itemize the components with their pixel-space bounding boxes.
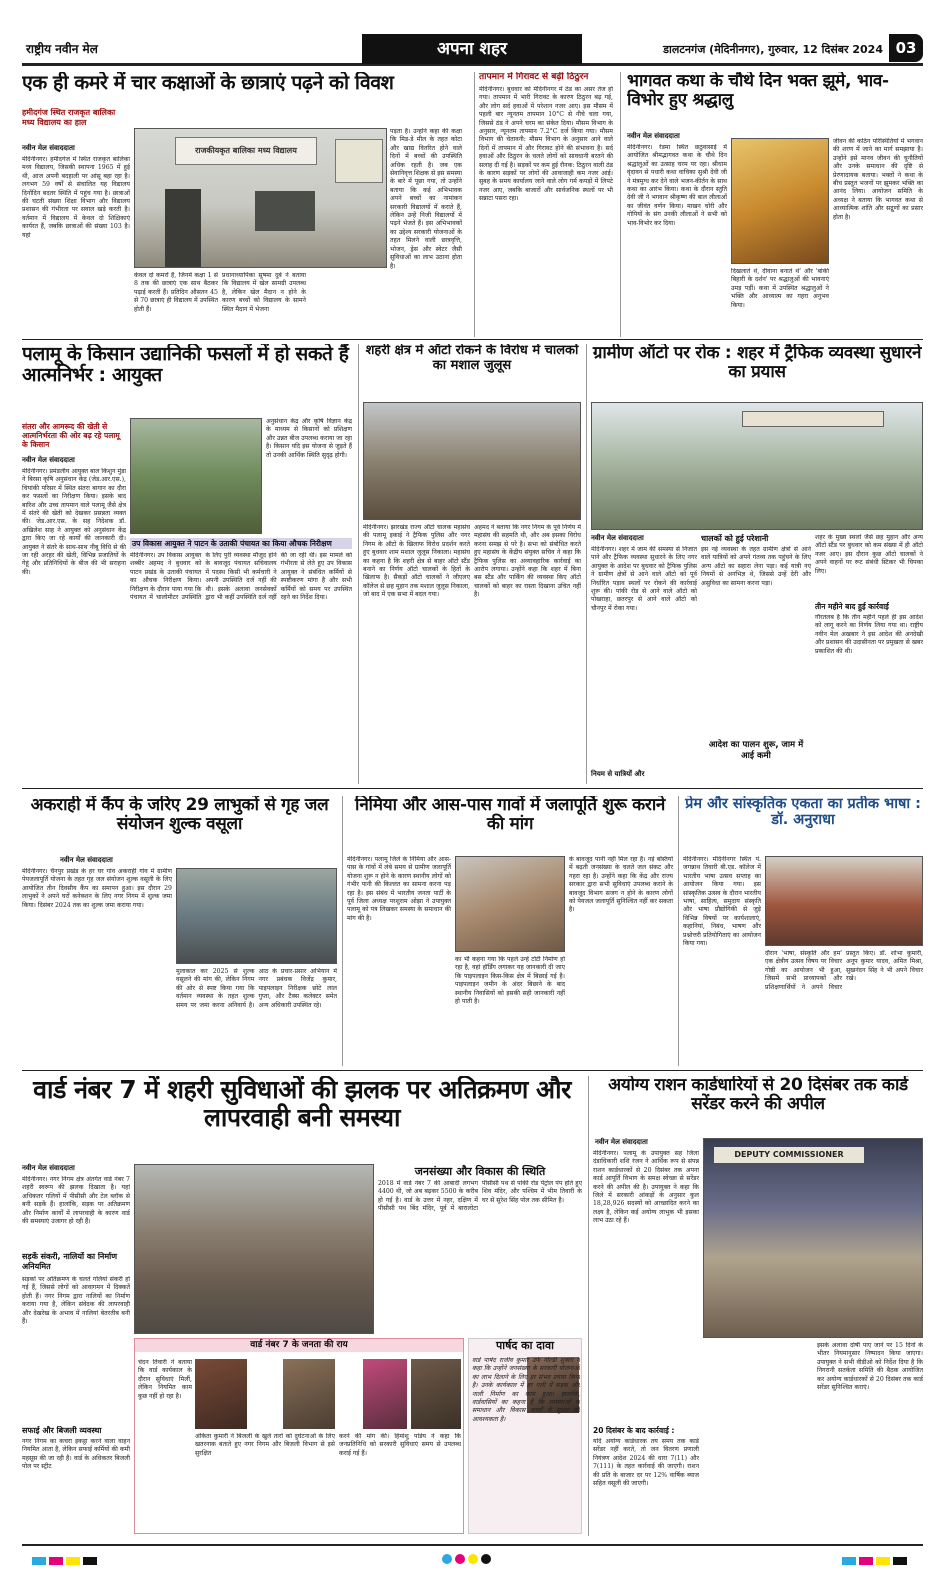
body-col-3: प्रधानाध्यापिका सुषमा दुबे ने बताया कि विद्यालय में खेल सामग्री उपलब्ध है, लेकिन खेल मैदान न होने के कारण बच्चों को विद्यालय के सामने स्थित मैदान में भेजना	[222, 272, 306, 313]
box-headline: उप विकास आयुक्त ने पाटन के उताकी पंचायत का किया औचक निरीक्षण	[130, 538, 352, 549]
opinion-portrait-4	[411, 1359, 461, 1429]
article-auto-protest	[358, 344, 580, 784]
article-ration-card	[588, 1076, 922, 1536]
body-col-2: का भी कहना गया कि पहले उन्हें टोंटी निर्माण हो रहा है, वहां हॉर्डिंग लगाकर यह जानकारी दी जाए कि पाइपलाइन किस-किस क्षेत्र में बिछाई गई है। पाइपलाइन जमीन के अंदर बिछाने के बाद स्थानीय निवासियों को इसकी सही जानकारी नहीं हो पाती है।	[455, 956, 565, 1006]
dateline: डालटनगंज (मेदिनीनगर), गुरुवार, 12 दिसंबर 2024	[663, 43, 883, 56]
body-col-2: दौरान 'भाषा, संस्कृति और हम' एक क्षेत्रीय उत्सव विषय पर विचार गोष्ठी का आयोजन भी हुआ, जिसमें सभी प्राध्यापकों और प्रशिक्षणार्थियों ने अपने विचार प्रस्तुत किए। डॉ. शोभा कुमारी, अनूप कुमार यादव, अमित मिश्रा, सुखनंदन सिंह ने भी अपने विचार रखे।	[765, 950, 923, 991]
councillor-claim-box	[468, 1338, 582, 1534]
opinion-portrait-2	[283, 1359, 335, 1429]
color-swatch	[442, 1554, 452, 1564]
box-body: मेदिनीनगर। उप विकास आयुक्त शब्बीर अहमद ने बुधवार को पाटन प्रखंड के उताकी पंचायत का औचक निरीक्षण किया। निरीक्षण के दौरान पाया गया कि पंचायत में चालोमीटर उपस्थिति के लिए पुरी व्यवस्था मौजूद होने के बावजूद पंचायत सचिवालय में पदस्थ किसी भी कर्मचारी ने अपनी उपस्थिति दर्ज नहीं की थी। इसके अलावा जनसेवकों द्वारा भी कहीं उपस्थिति दर्ज नहीं की जा रही थी। इस मामले को गंभीरता से लेते हुए उप विकास आयुक्त ने संबंधित कर्मियों से स्पष्टीकरण मांगा है और सभी कर्मियों को समय पर उपस्थित रहने का निर्देश दिया।	[130, 552, 352, 602]
headline: प्रेम और सांस्कृतिक एकता का प्रतीक भाषा : डॉ. अनुराधा	[685, 796, 921, 829]
byline: नवीन मेल संवाददाता	[22, 144, 75, 152]
subhead-drivers-trouble: चालकों को हुई परेशानी	[701, 534, 769, 543]
byline: नवीन मेल संवाददाता	[595, 1138, 648, 1146]
body-col-2b	[703, 1342, 813, 1534]
color-registration-left	[32, 1550, 102, 1558]
masthead	[22, 34, 923, 66]
color-swatch	[66, 1557, 80, 1565]
article-language-festival	[678, 796, 922, 1066]
body-col-3: जीवन की कठिन परिस्थितियों में भगवान की शरण में जाने का मार्ग समझाया है। उन्होंने इसे मानव जीवन की चुनौतियों और उनके समाधान की दृष्टि से प्रेरणादायक बताया। भक्तों ने कथा के बीच प्रस्तुत भजनों पर झूमकर भक्ति का आनंद लिया। आयोजन समिति के अध्यक्ष ने बताया कि भागवत कथा से आध्यात्मिक शांति और सद्गुणों का प्रसार होता है।	[833, 138, 923, 221]
article-akrahi-camp	[22, 796, 337, 1066]
subhead-cleaning: सफाई और बिजली व्यवस्था	[22, 1426, 102, 1435]
color-swatch	[481, 1554, 491, 1564]
color-registration-center	[442, 1549, 512, 1559]
katha-vachika-photo	[731, 138, 829, 264]
population-infobox	[378, 1164, 582, 1334]
caption-1: नियम से यात्रियों और	[591, 770, 645, 778]
section-banner	[362, 34, 582, 64]
page-number: 03	[889, 34, 923, 62]
byline: नवीन मेल संवाददाता	[22, 456, 75, 464]
section-title: अपना शहर	[437, 39, 507, 59]
body-col-2: मुलाकात कर 2025 से शुल्क वसूलने की मांग की, लेकिन निगम की ओर से स्पष्ट किया गया कि वर्तमान व्यवस्था के तहत शुल्क समय पर जमा करना अनिवार्य है। आठ के प्रचार-प्रसार अभियान में नगर प्रबंधक विजेंद्र कुमार, पाइपलाइन निरीक्षक छोटे लाल गुप्ता, और टैक्स कलेक्टर समेत अन्य अधिकारी उपस्थित रहे।	[176, 968, 337, 1009]
ward-street-photo	[134, 1164, 374, 1334]
body-col-2: अनुसंधान केंद्र और कृषि विज्ञान केंद्र के माध्यम से किसानों को प्रशिक्षण और उन्नत बीज उपलब्ध कराया जा रहा है। किसान यदि इस योजना से जुड़ते हैं तो उनकी आर्थिक स्थिति सुदृढ़ होगी।	[266, 418, 352, 459]
camp-photo	[176, 868, 337, 964]
school-sign: राजकीयकृत बालिका मध्य विद्यालय	[175, 137, 317, 165]
deputy-commissioner-photo	[703, 1138, 923, 1338]
headline: पलामू के किसान उद्यानिकी फसलों में हो सकते हैं आत्मनिर्भर : आयुक्त	[22, 344, 349, 387]
school-window	[255, 191, 315, 231]
color-swatch	[876, 1557, 890, 1565]
byline: नवीन मेल संवाददाता	[591, 534, 644, 542]
row-divider	[22, 788, 923, 789]
color-swatch	[455, 1554, 465, 1564]
article-rural-auto	[586, 344, 922, 784]
body-col-1: मेदिनीनगर। चैनपुर प्रखंड के हर घर गांव अकराही गांव में ग्रामीण पेयजलापूर्ति योजना के तहत गृह जल संयोजन शुल्क वसूली के लिए आयोजित तीन दिवसीय कैंप का समापन हुआ। इस दौरान 29 लाभुकों ने अपने घरों कनेक्शन के लिए नगर निगम में शुल्क जमा किया। दिसंबर 2024 तक का शुल्क जमा कराया गया।	[22, 868, 172, 909]
body: मेदिनीनगर। बुधवार को मेदिनीनगर में ठंड का असर तेज हो गया। तापमान में भारी गिरावट के कारण ठिठुरन बढ़ गई, और लोग सर्द हवाओं में परेशान नजर आए। इस मौसम में पहली बार न्यूनतम तापमान 10°C से नीचे चला गया, जिससे ठंड ने अपने चरम का संकेत दिया। मौसम विभाग के अनुसार, न्यूनतम तापमान 7.2°C दर्ज किया गया। मौसम विभाग की चेतावनी: मौसम विभाग के अनुसार आने वाले दिनों में तापमान में और गिरावट होने की संभावना है। सर्द हवाओं और ठिठुरन के चलते लोगों को सावधानी बरतने की सलाह दी गई है। सड़कों पर कम हुई रौनक: ठिठुरन वाली ठंड के कारण सड़कों पर लोगों की आवाजाही कम नजर आई। सुबह के समय कार्यालय जाने वाले लोग गर्म कपड़ों में लिपटे नजर आए, जबकि बाजारों और सार्वजनिक स्थलों पर भी सन्नाटा पसरा रहा।	[479, 86, 613, 203]
article-farmers	[22, 344, 352, 784]
headline: तापमान में गिरावट से बढ़ी ठिठुरन	[479, 72, 589, 82]
body-col-2: दिखलाते थे, दीवाना बनाते थे' और 'बांकी बिहारी के दर्शन' पर श्रद्धालुओं की भावनाएं उमड़ पड़ीं। कथा में उपस्थित श्रद्धालुओं ने भक्ति और आध्यात्म का गहरा अनुभव किया।	[731, 268, 829, 309]
byline: नवीन मेल संवाददाता	[627, 132, 680, 140]
caption-2: आदेश का पालन शुरू, जाम में आई कमी	[708, 740, 804, 761]
councillor-body: वार्ड पार्षद राजीव कुमार उर्फ गोल्डी शुक्ला ने कहा कि उन्होंने जनसंख्या के सरकारी योजनाओं का लाभ दिलाने के लिए हर संभव प्रयास किया है। उनके कार्यकाल में हर गली में सड़क और नाली निर्माण का काम हुआ। हालांकि, वार्डवासियों का कहना है कि समस्याओं के समाधान और विकास कार्यों में सुधार की आवश्यकता है।	[472, 1357, 580, 1423]
headline: एक ही कमरे में चार कक्षाओं के छात्राएं पढ़ने को विवश	[22, 72, 394, 94]
body-col-1: मेदिनीनगर। मेदिनीनगर स्थित पं. जगन्नाथ तिवारी बी.एड. कॉलेज में भारतीय भाषा उत्सव सप्ताह का आयोजन किया गया। इस सांस्कृतिक उत्सव के दौरान भारतीय भाषा, साहित्य, समुदाय संस्कृति और भाषा प्रौद्योगिकी से जुड़े विभिन्न विषयों पर कार्यशालाएं, कहानियां, निबंध, भाषण और प्रश्नोत्तरी प्रतियोगिताएं का आयोजन किया गया।	[683, 856, 761, 948]
opinion-headline: वार्ड नंबर 7 के जनता की राय	[135, 1339, 463, 1352]
body-col-3: के बावजूद पानी नहीं मिल रहा है। नई बस्तियों में बढ़ती जनसंख्या के चलते जल संकट और गहरा रहा है। उन्होंने कहा कि केंद्र और राज्य सरकार द्वारा सभी सुविधाएं उपलब्ध कराने के बावजूद विभाग सजग न होने के कारण लोगों को पेयजल जलापूर्ति सुनिश्चित नहीं कर सकता है।	[569, 856, 673, 914]
dc-nameplate: DEPUTY COMMISSIONER	[714, 1147, 864, 1163]
college-group-photo	[765, 856, 923, 946]
byline: नवीन मेल संवाददाता	[60, 856, 113, 864]
subhead-narrow-roads: सड़कें संकरी, नालियों का निर्माण अनियमित	[22, 1252, 117, 1271]
school-notice	[335, 139, 383, 183]
public-opinion-box	[134, 1338, 464, 1534]
body-col-2: यदि अयोग्य कार्डधारक तय समय तक कार्ड सरेंडर नहीं करते, तो जन वितरण प्रणाली नियंत्रण आदेश 2024 की धारा 7(11) और 7(111) के तहत कार्रवाई की जाएगी। राशन की प्रति के बाजार दर पर 12% वार्षिक ब्याज सहित वसूली की जाएगी।	[593, 1438, 699, 1488]
paper-name: राष्ट्रीय नवीन मेल	[26, 42, 98, 56]
article-bhagwat-katha	[620, 72, 922, 337]
opinion-portrait-3	[363, 1359, 407, 1429]
body-col-2: केवल दो कमरों हैं, जिनमें कक्षा 1 से 8 तक की छात्राएं एक साथ बैठकर पढ़ाई करती हैं। प्रतिदिन औसतन 45 से 70 छात्राएं ही विद्यालय में उपस्थित होती हैं।	[134, 272, 218, 313]
subhead-action: 20 दिसंबर के बाद कार्रवाई :	[593, 1426, 675, 1435]
opinion-portrait-1	[195, 1359, 247, 1429]
color-swatch	[49, 1557, 63, 1565]
color-swatch	[468, 1554, 478, 1564]
body-col-1: मेदिनीनगर। शहर में जाम की समस्या से निजात पाने और ट्रैफिक व्यवस्था सुधारने के लिए नगर आयुक्त के आदेश पर बुधवार को ट्रैफिक पुलिस ने ग्रामीण क्षेत्रों से आने वाले ऑटो को पूर्व निर्धारित पड़ाव स्थलों पर रोकने की कार्रवाई शुरू की। पांकी रोड से आने वाले ऑटो को पोखराहा, छतरपुर से आने वाले ऑटो को चौनपुर में रोका गया।	[591, 546, 697, 612]
row-divider	[22, 1070, 923, 1071]
school-photo	[134, 128, 387, 268]
headline: ग्रामीण ऑटो पर रोक : शहर में ट्रैफिक व्यवस्था सुधारने का प्रयास	[592, 344, 922, 383]
body-col-1: मेदिनीनगर। हमीदगंज में स्थित राजकृत बालिका मध्य विद्यालय, जिसकी स्थापना 1965 में हुई थी, आज अपनी बदहाली पर आंसू बहा रहा है। लगभग 59 वर्षों से संचालित यह विद्यालय दिनोंदिन बदतर स्थिति में पहुंच गया है। छात्राओं की घटती संख्या शिक्षा विभाग और विद्यालय प्रशासन की गंभीरता पर सवाल खड़े करती है। वर्तमान में विद्यालय में केवल दो शिक्षिकाएं कार्यरत हैं, जबकि छात्राओं की संख्या 103 है। यहां	[22, 156, 130, 239]
row-divider	[22, 339, 923, 340]
councillor-headline: पार्षद का दावा	[496, 1339, 554, 1352]
body-col-1: मेदिनीनगर। झारखंड राज्य ऑटो चालक महासंघ की पलामू इकाई ने ट्रैफिक पुलिस और नगर निगम के ऑटो के खिलाफ विरोध प्रदर्शन करते हुए बुधवार शाम मशाल जुलूस निकाला। महासंघ का कहना है कि शहरी क्षेत्र से बाहर ऑटो स्टैंड बनाने का निर्णय ऑटो चालकों के हितों के खिलाफ है। सैकड़ों ऑटो चालकों ने जीएलए कॉलेज से छह मुहान तक मशाल जुलूस निकाला, जो बाद में एक सभा में बदल गया।	[363, 524, 470, 599]
color-swatch	[842, 1557, 856, 1565]
body-col-4: गौरतलब है कि तीन महीने पहले ही इस आदेश को लागू करने का निर्णय लिया गया था। राष्ट्रीय नवीन मेल अखबार ने इस आदेश की अनदेखी और प्रशासन की उदासीनता पर प्रमुखता से खबर प्रकाशित की थी।	[815, 614, 923, 655]
infobox-body: 2018 में वार्ड नंबर 7 की आबादी लगभग 4400 थी, जो अब बढ़कर 5500 के करीब हो गई है। वार्ड के उत्तर में नहर, दक्षिण में पीसीसी पथ बिंद मंदिर, पूर्व में बारालोटा पीसीसी पथ से पांकी रोड पेट्रोल पंप होते हुए शिव मंदिर, और पश्चिम में भीम तिवारी के घर से सुरेश सिंह पोल तक सीमित है।	[378, 1180, 582, 1213]
body-col-2: इस नई व्यवस्था के तहत ग्रामीण क्षेत्रों से आने वाले यात्रियों को अपने गंतव्य तक पहुंचने के लिए अन्य ऑटो का सहारा लेना पड़ा। कई यात्री नए नियमों से अनभिज्ञ थे, जिससे उन्हें देरी और असुविधा का सामना करना पड़ा।	[701, 546, 811, 587]
commissioner-orchard-photo	[130, 418, 262, 534]
headline: भागवत कथा के चौथे दिन भक्त झूमे, भाव-विभोर हुए श्रद्धालु	[627, 72, 889, 111]
school-door	[165, 189, 201, 267]
ddc-inspection-box	[130, 538, 352, 782]
infobox-headline: जनसंख्या और विकास की स्थिति	[414, 1165, 546, 1178]
article-temperature	[474, 72, 612, 337]
color-registration-right	[842, 1550, 912, 1558]
color-swatch	[893, 1557, 907, 1565]
subhead-three-months: तीन महीने बाद हुई कार्रवाई	[815, 602, 889, 611]
color-swatch	[32, 1557, 46, 1565]
opinion-3: करने की मांग की। हिमांशु पांडेय ने कहा कि जनप्रतिनिधि को सरकारी सुविधाएं समय से उपलब्ध कराई गई हैं।	[339, 1433, 461, 1457]
article-ward-7	[22, 1076, 582, 1536]
body-col-1: मेदिनीनगर। पलामू के उपायुक्त सह जिला दंडाधिकारी शशि रंजन ने आर्थिक रूप से संपन्न राशन कार्डधारकों से 20 दिसंबर तक अपना कार्ड आपूर्ति विभाग के समक्ष स्वेच्छा से सरेंडर करने की अपील की है। उपायुक्त ने कहा कि जिले में सरकारी आंकड़ों के अनुसार कुल 18,28,926 सदस्यों को आच्छादित करने का लक्ष्य है, लेकिन कई अयोग्य लाभुक भी इसका लाभ उठा रहे हैं।	[593, 1150, 699, 1225]
entry-gate-sign	[742, 411, 884, 427]
footer-rule	[22, 1544, 923, 1558]
opinion-1: चंदन तिवारी ने बताया कि वार्ड कार्यकाल के दौरान सुविधाएं मिलीं, लेकिन नियमित काम कुछ नहीं हो रहा है।	[138, 1359, 192, 1400]
headline: निमिया और आस-पास गावों में जलापूर्ति शुरू कराने की मांग	[354, 796, 666, 835]
torch-rally-photo	[363, 402, 581, 520]
headline: शहरी क्षेत्र में ऑटो रोकने के विरोध में चालकों का मशाल जुलूस	[365, 344, 579, 373]
kicker: संतरा और आमरूद की खेती से आत्मनिर्भरता की ओर बढ़ रहे पलामू के किसान	[22, 422, 120, 449]
body-col-1: मेदिनीनगर। प्रमंडलीय आयुक्त बाल किशुन मुंडा ने बिरसा कृषि अनुसंधान केंद्र (जेड.आर.एस.), चियांकी परिसर में स्थित संतरा बागान का दौरा कर फसलों का निरीक्षण किया। इसके बाद बारिश और उच्च तापमान वाले पलामू जैसे क्षेत्र में संतरे की खेती को देखकर प्रसन्नता व्यक्त की। जेड.आर.एस. के सह निदेशक डॉ. अखिलेश साह ने आयुक्त को अनुसंधान केंद्र द्वारा किए जा रहे कार्यों की जानकारी दी। आयुक्त ने संतरे के साथ-साथ नीबू विधि से की जा रही अरहर की खेती, विभिन्न प्रजातियों के गेहूं और प्रतिनिधियों के बीज की भी सराहना की।	[22, 468, 126, 576]
kicker: हमीदगंज स्थित राजकृत बालिका मध्य विद्यालय का हाल	[22, 108, 116, 127]
body-col-1: मेदिनीनगर। पलामू जिले के निमिया और आस-पास के गांवों में लंबे समय से ग्रामीण जलापूर्ति योजना शुरू न होने के कारण स्थानीय लोगों को गंभीर पानी की किल्लत का सामना करना पड़ रहा है। इस संबंध में भारतीय जनता पार्टी के पूर्व जिला अध्यक्ष परशुराम ओझा ने उपायुक्त पलामू को पत्र लिखकर समस्या के समाधान की मांग की है।	[347, 856, 451, 922]
body-col-2: सड़कों पर अतिक्रमण के चलते गलियां संकरी हो गई हैं, जिससे लोगों को आवागमन में दिक्कतें होती हैं। नगर निगम द्वारा नालियों का निर्माण कराया गया है, लेकिन संवेदक की लापरवाही और देखरेख के अभाव में नालियां बेतरतीब बनी हैं।	[22, 1276, 130, 1326]
headline: वार्ड नंबर 7 में शहरी सुविधाओं की झलक पर अतिक्रमण और लापरवाही बनी समस्या	[33, 1076, 571, 1131]
body-col-1: मेदिनीनगर। रेडमा स्थित छठुवासाई में आयोजित श्रीमद्भागवत कथा के चौथे दिन श्रद्धालुओं का उत्साह चरम पर रहा। श्रीधाम वृंदावन से पधारी कथा वाचिका सुश्री देवी जी ने मंत्रमुग्ध कर देने वाले भजन-कीर्तन के साथ कथा का आरंभ किया। कथा के दौरान स्तुति देवी जी ने भगवान श्रीकृष्ण की बाल लीलाओं का जीवंत वर्णन किया। माखन चोरी और गोपियों के संग उनकी लीलाओं ने सभी को भाव-विभोर कर दिया।	[627, 144, 727, 227]
body-col-3: शहर के मुख्य स्थलों जैसे छह मुहान और अन्य ऑटो स्टैंड पर बुधवार को कम संख्या में ही ऑटो नजर आए। इस दौरान कुछ ऑटो चालकों ने अपने वाहनों पर रूट संबंधी स्टिकर भी चिपका लिए।	[815, 534, 923, 575]
body-col-3: नगर निगम का कचरा इकट्ठा करने वाला वाहन नियमित आता है, लेकिन सफाई कर्मियों की कमी महसूस की जा रही है। वार्ड के अधिकतर बिजली पोल पर स्ट्रीट	[22, 1438, 130, 1471]
body-col-4: पड़ता है। उन्होंने कहा की कक्षा कि मिड-डे मील के तहत कोटा और खाद्य वितरित होने वाले दिनों में बच्चों की उपस्थिति अधिक रहती है। जब एक सेवानिवृत्त शिक्षक से इस समस्या के बारे में पूछा गया, तो उन्होंने बताया कि कई अभिभावक अपने बच्चों का नामांकन सरकारी विद्यालयों में कराते हैं, लेकिन उन्हें निजी विद्यालयों में पढ़ने भेजते हैं। इस अभिभावकों का उद्देश्य सरकारी योजनाओं के तहत मिलने वाली छात्रवृत्ति, भोजन, ड्रेस और स्वेटर जैसी सुविधाओं का लाभ उठाना होता है।	[390, 128, 462, 270]
body-col-3: इसके अलावा दोषी पाए जाने पर 15 दिनों के भीतर नियमानुसार निष्पादन किया जाएगा। उपायुक्त ने सभी वीडीओ को निर्देश दिया है कि निगरानी सतर्कता समिति की बैठक आयोजित कर अयोग्य कार्डधारकों से 20 दिसंबर तक कार्ड सरेंडर सुनिश्चित कराएं।	[817, 1342, 923, 1392]
article-nimiya-water	[342, 796, 672, 1066]
opinion-2: अंकिता कुमारी ने बिजली के खुले तारों को दुर्घटनाओं के लिए खतरनाक बताते हुए नगर निगम और बिजली विभाग से इसे सुरक्षित	[195, 1433, 335, 1457]
headline: अकराही में कैंप के जरिए 29 लाभुकों से गृह जल संयोजन शुल्क वसूला	[30, 796, 329, 835]
parshuram-ojha-photo	[455, 856, 565, 952]
headline: अयोग्य राशन कार्डधारियों से 20 दिसंबर तक कार्ड सरेंडर करने की अपील	[608, 1076, 908, 1115]
color-swatch	[859, 1557, 873, 1565]
article-school	[22, 72, 462, 337]
color-swatch	[83, 1557, 97, 1565]
auto-stand-photo	[591, 402, 923, 530]
byline: नवीन मेल संवाददाता	[22, 1164, 75, 1172]
body-col-1: मेदिनीनगर। नगर निगम क्षेत्र अंतर्गत वार्ड नंबर 7 शहरी स्वरूप की झलक दिखाता है। यहां अधिकतर गलियों में पीसीसी और टेल ब्लॉक से बनी सड़कें हैं। हालांकि, सड़क पर अतिक्रमण और निर्माण कार्यों में लापरवाही के कारण वार्ड की समस्याएं उजागर हो रही हैं।	[22, 1176, 130, 1226]
body-col-2: अहमद ने बताया कि नगर निगम के पूर्व निर्णय में महासंघ की सहमति थी, और अब इसका विरोध करना समझ से परे है। सभा को संबोधित करते हुए महासंघ के केंद्रीय संयुक्त सचिव ने कहा कि ट्रैफिक पुलिस का अव्यावहारिक कार्रवाई का आरोप लगाया। उन्होंने कहा कि शहर में बिना बस स्टैंड और पार्किंग की व्यवस्था किए ऑटो चालकों को बाहर का रास्ता दिखाना उचित नहीं है।	[474, 524, 581, 599]
